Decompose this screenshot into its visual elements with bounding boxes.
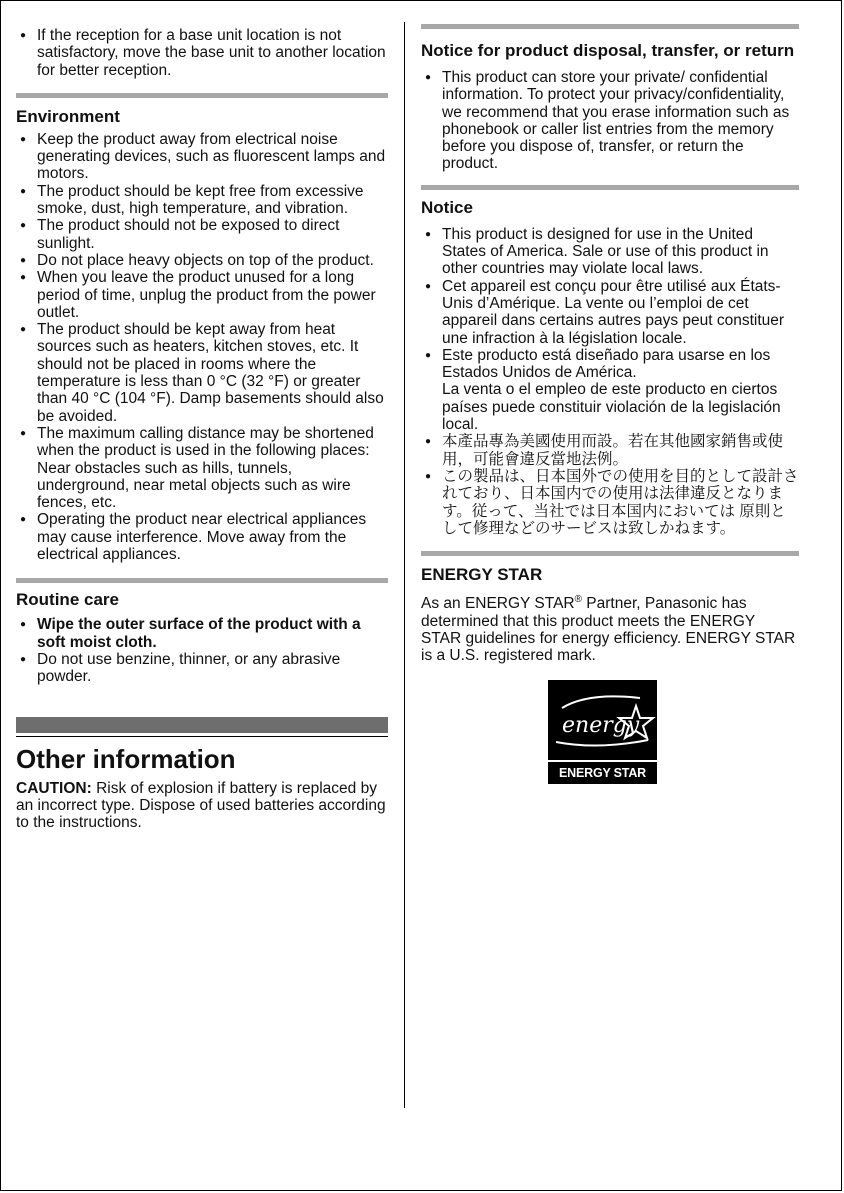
list-item: ● The product should be kept free from excessive smoke, dust, high temperature, and vibration. <box>16 183 388 218</box>
energy-star-logo <box>548 680 657 784</box>
right-column <box>421 0 799 784</box>
energy-star-icon <box>548 680 657 760</box>
caution-label: CAUTION: <box>16 779 92 797</box>
list-item: ● Keep the product away from electrical noise generating devices, such as fluorescent lamps and motors. <box>16 131 388 183</box>
chapter-bar <box>16 717 388 733</box>
energy-star-caption: ENERGY STAR <box>548 760 657 784</box>
list-item: ● The product should not be exposed to direct sunlight. <box>16 217 388 252</box>
caution-paragraph <box>16 780 388 832</box>
notice-heading: Notice <box>421 197 473 217</box>
section-bar <box>421 185 799 190</box>
list-item: ● Do not use benzine, thinner, or any abrasive powder. <box>16 651 388 686</box>
list-item: ● When you leave the product unused for a long period of time, unplug the product from the power outlet. <box>16 269 388 321</box>
energy-star-paragraph <box>421 591 799 664</box>
list-item: ● This product can store your private/ confidential information. To protect your privacy/confidentiality, we recommend that you erase information such as phonebook or caller list entries from the memory before you dispose of, transfer, or return the product. <box>421 69 799 173</box>
routine-care-heading: Routine care <box>16 590 119 610</box>
energy-text-before: As an ENERGY STAR <box>421 595 575 613</box>
list-item: ● Do not place heavy objects on top of the product. <box>16 252 388 269</box>
left-column <box>16 0 388 831</box>
chapter-rule <box>16 736 388 737</box>
list-item: ● If the reception for a base unit location is not satisfactory, move the base unit to another location for better reception. <box>16 27 388 79</box>
energy-text-after: Partner, Panasonic has determined that this product meets the ENERGY STAR guidelines for energy efficiency. ENERGY STAR is a U.S. registered mark. <box>421 595 796 665</box>
registered-mark: ® <box>574 594 582 606</box>
column-divider <box>404 22 405 1108</box>
environment-bullets <box>16 131 388 563</box>
list-item: ● This product is designed for use in the United States of America. Sale or use of this product in other countries may violate local laws. <box>421 226 799 278</box>
list-item: ● 本產品專為美國使用而設。若在其他國家銷售或使用，可能會違反當地法例。 <box>421 433 799 468</box>
list-item <box>421 347 799 433</box>
disposal-bullets <box>421 69 799 173</box>
environment-heading: Environment <box>16 106 120 126</box>
list-item: ● この製品は、日本国外での使用を目的として設計されており、日本国内での使用は法律違反となります。従って、当社では日本国内においては 原則として修理などのサービスは致しかねます。 <box>421 468 799 537</box>
list-item: ● The product should be kept away from heat sources such as heaters, kitchen stoves, etc. It should not be placed in rooms where the temperature is less than 0 °C (32 °F) or greater than 40 °C (104 °F). Damp basements should also be avoided. <box>16 321 388 425</box>
notice-bullets <box>421 226 799 537</box>
list-item: ● Cet appareil est conçu pour être utilisé aux États-Unis d’Amérique. La vente ou l’emploi de cet appareil dans certains autres pays peut constituer une infraction à la législation locale. <box>421 278 799 347</box>
other-information-heading: Other information <box>16 743 236 774</box>
section-bar <box>421 551 799 556</box>
section-bar <box>16 578 388 583</box>
disposal-heading: Notice for product disposal, transfer, or return <box>421 41 795 60</box>
list-item: ● Operating the product near electrical appliances may cause interference. Move away from the electrical appliances. <box>16 511 388 563</box>
energy-script-text: energy <box>562 713 640 739</box>
list-item: ● Wipe the outer surface of the product with a soft moist cloth. <box>16 616 388 651</box>
spanish-line-1: Este producto está diseñado para usarse en los Estados Unidos de América. <box>442 346 771 382</box>
intro-bullets <box>16 27 388 79</box>
energy-star-heading: ENERGY STAR <box>421 565 543 585</box>
caution-text: Risk of explosion if battery is replaced by an incorrect type. Dispose of used batteries according to the instructions. <box>16 779 386 832</box>
spanish-line-2: La venta o el empleo de este producto en ciertos países puede constituir violación de la legislación local. <box>442 381 781 434</box>
section-bar <box>421 24 799 29</box>
routine-care-bullets <box>16 616 388 685</box>
list-item: ● The maximum calling distance may be shortened when the product is used in the following places: Near obstacles such as hills, tunnels, underground, near metal objects such as wire fences, etc. <box>16 425 388 511</box>
section-bar <box>16 93 388 98</box>
